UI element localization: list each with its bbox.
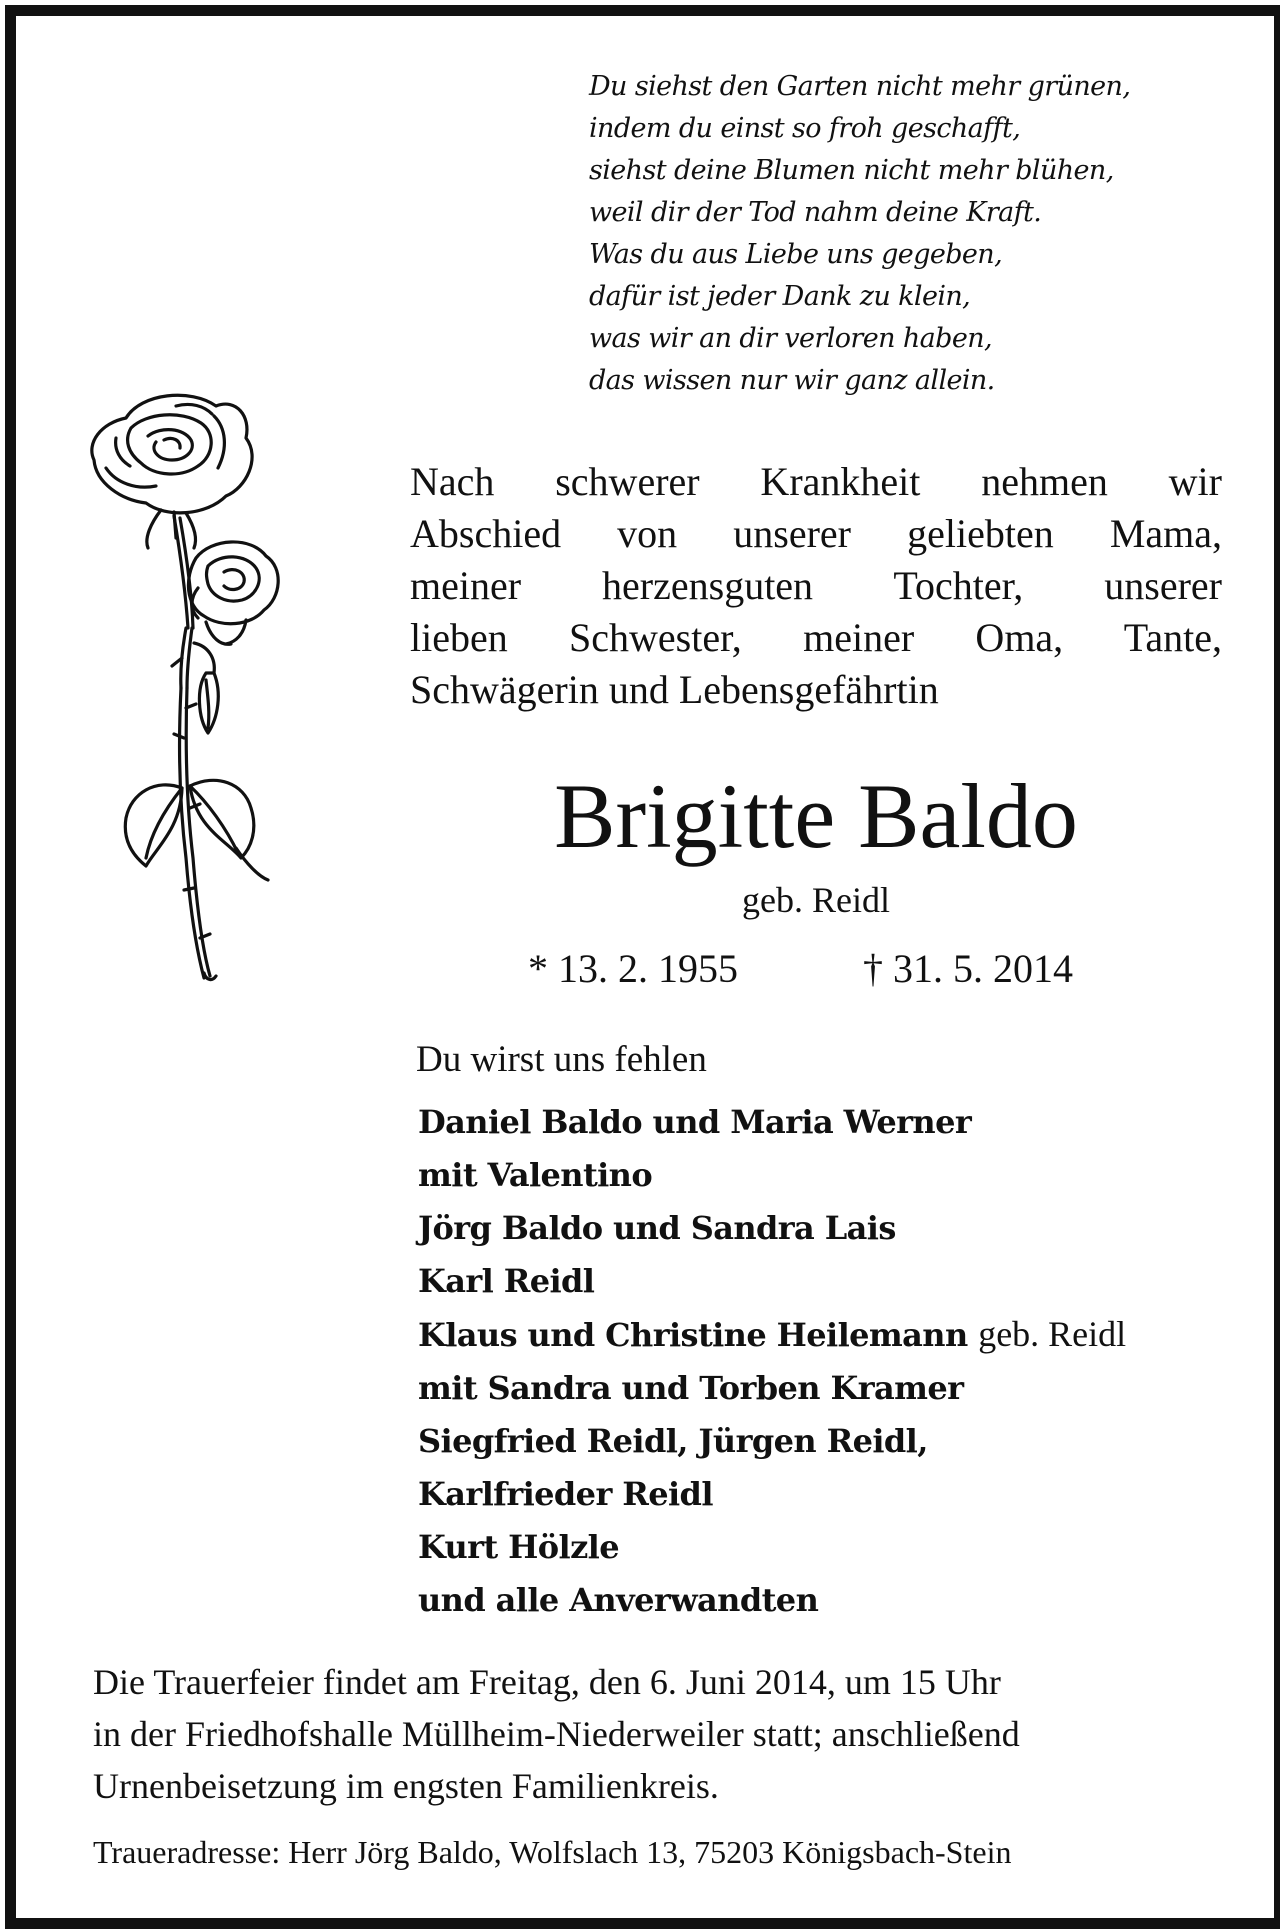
family-list	[418, 1096, 1238, 1627]
deceased-name: Brigitte Baldo	[554, 765, 1078, 867]
poem-line: siehst deine Blumen nicht mehr blühen,	[589, 155, 1114, 186]
poem-line: indem du einst so froh geschafft,	[589, 113, 1021, 144]
family-line: und alle Anverwandten	[418, 1581, 819, 1619]
poem-line: Du siehst den Garten nicht mehr grünen,	[589, 71, 1131, 102]
family-line: mit Sandra und Torben Kramer	[418, 1369, 964, 1407]
poem-line: das wissen nur wir ganz allein.	[589, 365, 995, 396]
family-line-heilemann	[418, 1308, 1238, 1362]
poem	[589, 66, 1239, 402]
intro-line: lieben Schwester, meiner Oma, Tante,	[410, 615, 1222, 660]
family-line: Kurt Hölzle	[418, 1528, 619, 1566]
poem-line: dafür ist jeder Dank zu klein,	[589, 281, 971, 312]
poem-line: was wir an dir verloren haben,	[589, 323, 992, 354]
family-maiden-suffix: geb. Reidl	[978, 1314, 1127, 1354]
death-date: † 31. 5. 2014	[863, 946, 1073, 991]
maiden-name: geb. Reidl	[742, 880, 890, 920]
intro-line: Nach schwerer Krankheit nehmen wir	[410, 459, 1222, 504]
family-line: Karl Reidl	[418, 1262, 595, 1300]
ceremony-line: Die Trauerfeier findet am Freitag, den 6. Juni 2014, um 15 Uhr	[93, 1662, 1001, 1702]
family-line: Siegfried Reidl, Jürgen Reidl,	[418, 1422, 928, 1460]
ceremony-text	[93, 1656, 1243, 1812]
obituary-frame	[5, 5, 1280, 1929]
birth-date: * 13. 2. 1955	[528, 946, 738, 991]
ceremony-line: in der Friedhofshalle Müllheim-Niederweiler statt; anschließend	[93, 1714, 1020, 1754]
intro-line: Abschied von unserer geliebten Mama,	[410, 511, 1222, 556]
family-line: Jörg Baldo und Sandra Lais	[418, 1209, 896, 1247]
intro-text	[410, 456, 1222, 716]
poem-line: weil dir der Tod nahm deine Kraft.	[589, 197, 1042, 228]
ceremony-line: Urnenbeisetzung im engsten Familienkreis.	[93, 1766, 719, 1806]
farewell-text: Du wirst uns fehlen	[416, 1039, 707, 1080]
family-line: Daniel Baldo und Maria Werner	[418, 1103, 972, 1141]
rose-icon	[86, 388, 316, 988]
family-line: Karlfrieder Reidl	[418, 1475, 713, 1513]
family-line: mit Valentino	[418, 1156, 653, 1194]
poem-line: Was du aus Liebe uns gegeben,	[589, 239, 1003, 270]
family-name: Klaus und Christine Heilemann	[418, 1316, 968, 1354]
intro-line: meiner herzensguten Tochter, unserer	[410, 563, 1222, 608]
mourning-address: Traueradresse: Herr Jörg Baldo, Wolfslach 13, 75203 Königsbach-Stein	[93, 1834, 1012, 1870]
intro-line: Schwägerin und Lebensgefährtin	[410, 667, 939, 712]
